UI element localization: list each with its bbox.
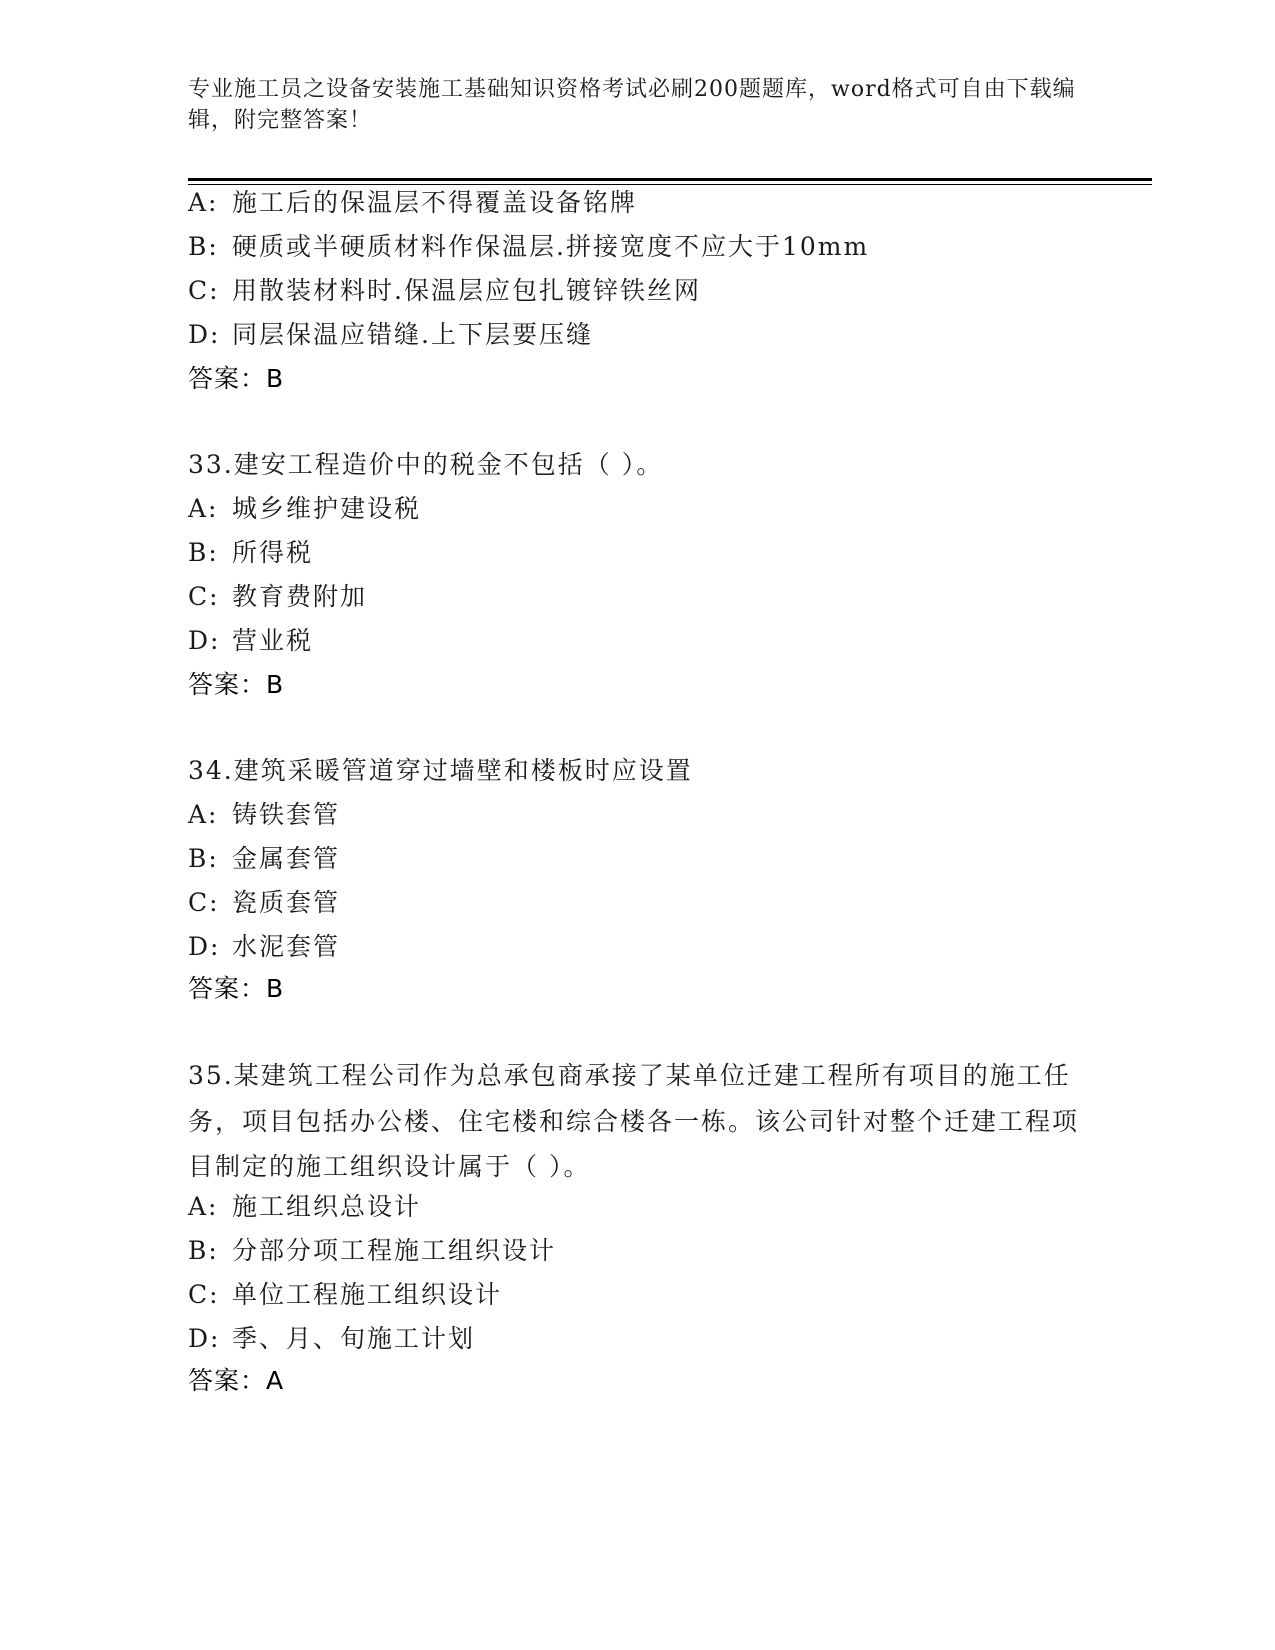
option-letter: A: xyxy=(188,1192,219,1221)
q33-option-c xyxy=(188,582,367,612)
q34-option-b xyxy=(188,844,340,874)
q34-answer: 答案：B xyxy=(188,974,285,1003)
header-divider-thin xyxy=(188,184,1152,185)
option-letter: B: xyxy=(188,1236,219,1265)
q33-option-d xyxy=(188,626,313,656)
option-letter: A: xyxy=(188,188,219,217)
q34-option-c xyxy=(188,888,340,918)
option-text: 所得税 xyxy=(232,538,314,567)
q35-option-c xyxy=(188,1280,502,1310)
option-letter: D: xyxy=(188,320,221,349)
option-text: 施工组织总设计 xyxy=(232,1192,422,1221)
option-text: 硬质或半硬质材料作保温层.拼接宽度不应大于10mm xyxy=(232,232,870,261)
option-text: 同层保温应错缝.上下层要压缝 xyxy=(232,320,593,349)
option-letter: C: xyxy=(188,276,220,305)
option-letter: A: xyxy=(188,800,219,829)
option-text: 季、月、旬施工计划 xyxy=(232,1324,476,1353)
option-letter: D: xyxy=(188,1324,221,1353)
option-letter: C: xyxy=(188,1280,220,1309)
prev-option-b xyxy=(188,232,869,262)
prev-answer: 答案：B xyxy=(188,364,285,393)
question-34: 34.建筑采暖管道穿过墙壁和楼板时应设置 xyxy=(188,756,693,785)
option-letter: B: xyxy=(188,538,219,567)
option-text: 水泥套管 xyxy=(232,932,341,961)
question-33: 33.建安工程造价中的税金不包括（ ）。 xyxy=(188,450,664,479)
q35-answer: 答案：A xyxy=(188,1366,285,1395)
q35-option-b xyxy=(188,1236,556,1266)
option-text: 城乡维护建设税 xyxy=(232,494,422,523)
q33-option-b xyxy=(188,538,313,568)
document-header: 专业施工员之设备安装施工基础知识资格考试必刷200题题库，word格式可自由下载编辑，附完整答案！ xyxy=(188,77,1076,133)
option-letter: D: xyxy=(188,626,221,655)
q34-option-d xyxy=(188,932,340,962)
header-divider-thick xyxy=(188,178,1152,181)
prev-option-c xyxy=(188,276,701,306)
prev-option-d xyxy=(188,320,593,350)
prev-option-a xyxy=(188,188,637,218)
q35-option-a xyxy=(188,1192,421,1222)
option-letter: B: xyxy=(188,232,219,261)
option-text: 分部分项工程施工组织设计 xyxy=(232,1236,557,1265)
option-text: 施工后的保温层不得覆盖设备铭牌 xyxy=(232,188,638,217)
q35-option-d xyxy=(188,1324,475,1354)
option-text: 金属套管 xyxy=(232,844,341,873)
option-letter: A: xyxy=(188,494,219,523)
option-text: 教育费附加 xyxy=(232,582,368,611)
question-35: 35.某建筑工程公司作为总承包商承接了某单位迁建工程所有项目的施工任务，项目包括办公楼、住宅楼和综合楼各一栋。该公司针对整个迁建工程项目制定的施工组织设计属于（ ）。 xyxy=(188,1061,1080,1181)
q33-answer: 答案：B xyxy=(188,670,285,699)
option-text: 铸铁套管 xyxy=(232,800,341,829)
option-letter: D: xyxy=(188,932,221,961)
option-letter: C: xyxy=(188,582,220,611)
q34-option-a xyxy=(188,800,340,830)
option-text: 营业税 xyxy=(232,626,314,655)
option-letter: C: xyxy=(188,888,220,917)
option-text: 单位工程施工组织设计 xyxy=(232,1280,503,1309)
option-text: 瓷质套管 xyxy=(232,888,341,917)
option-text: 用散装材料时.保温层应包扎镀锌铁丝网 xyxy=(232,276,701,305)
q33-option-a xyxy=(188,494,421,524)
option-letter: B: xyxy=(188,844,219,873)
